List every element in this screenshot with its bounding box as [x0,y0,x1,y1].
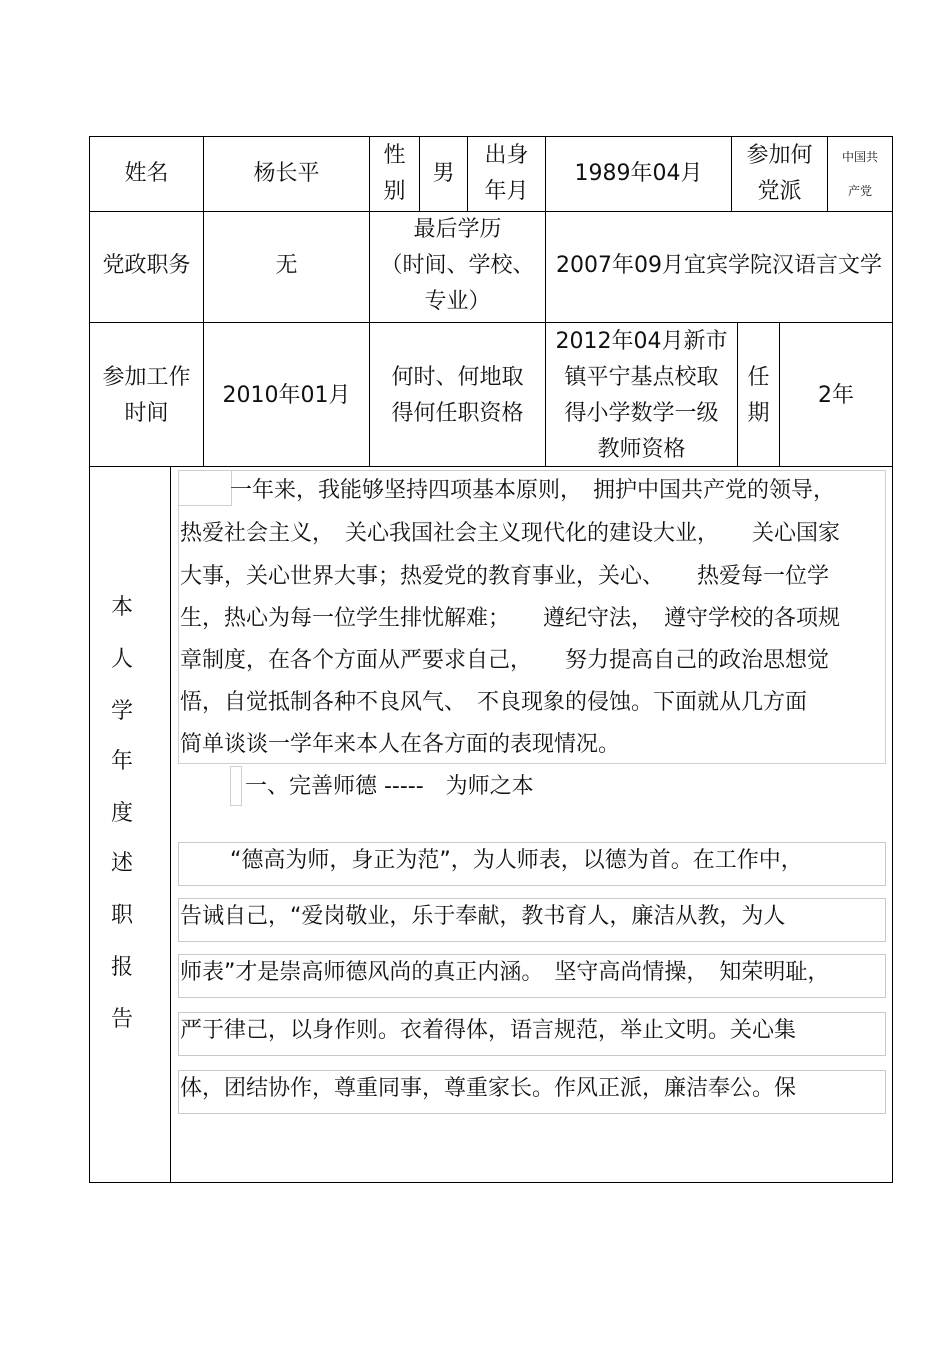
body-line: “德高为师，身正为范”，为人师表，以德为首。在工作中， [230,848,803,873]
gender-label: 性 别 [383,143,406,204]
intro-indent-mark [178,470,232,506]
name-value: 杨长平 [253,161,320,186]
section-heading: 一、完善师德 ----- 为师之本 [245,774,534,799]
qualification-value: 2012年04月新市 镇平宁基点校取 得小学数学一级 教师资格 [555,329,728,462]
intro-line: 热爱社会主义， 关心我国社会主义现代化的建设大业， 关心国家 [180,521,841,546]
work-start-value: 2010年01月 [222,383,351,408]
title-char: 学 [110,699,133,724]
heading-frame [230,766,242,806]
intro-line: 大事，关心世界大事；热爱党的教育事业，关心、 热爱每一位学 [180,564,830,589]
birth-label: 出身 年月 [484,143,529,204]
work-start-label: 参加工作 时间 [102,365,191,426]
intro-line: 章制度，在各个方面从严要求自己， 努力提高自己的政治思想觉 [180,648,830,673]
qualification-label: 何时、何地取 得何任职资格 [391,365,524,426]
table-border-right [892,136,893,1183]
table-border-top [89,136,893,137]
table-border-left [89,136,90,1183]
education-label: 最后学历 （时间、学校、 专业） [380,217,535,314]
title-char: 人 [110,647,133,672]
position-label: 党政职务 [102,253,191,278]
title-char: 告 [110,1007,133,1032]
body-line: 体，团结协作，尊重同事，尊重家长。作风正派，廉洁奉公。保 [180,1076,797,1101]
position-value: 无 [275,253,298,278]
title-char: 述 [110,851,133,876]
intro-line: 生，热心为每一位学生排忧解难； 遵纪守法， 遵守学校的各项规 [180,606,841,631]
education-value: 2007年09月宜宾学院汉语言文学 [556,253,882,278]
title-char: 年 [110,749,133,774]
term-label: 任 期 [747,365,770,426]
body-line: 告诫自己，“爱岗敬业，乐于奉献，教书育人，廉洁从教，为人 [180,904,786,929]
body-line: 师表”才是崇高师德风尚的真正内涵。 坚守高尚情操， 知荣明耻， [180,960,830,985]
body-line: 严于律己，以身作则。衣着得体，语言规范，举止文明。关心集 [180,1018,797,1043]
title-char: 职 [110,903,133,928]
intro-line: 悟，自觉抵制各种不良风气、 不良现象的侵蚀。下面就从几方面 [180,690,808,715]
term-value: 2年 [818,383,854,408]
title-char: 本 [110,595,133,620]
col-div [170,466,171,1182]
birth-value: 1989年04月 [574,161,703,186]
title-char: 度 [110,801,133,826]
party-label: 参加何 党派 [746,143,813,204]
title-char: 报 [110,955,133,980]
name-label: 姓名 [124,161,169,186]
party-value: 中国共 产党 [841,150,878,198]
gender-value: 男 [432,161,455,186]
intro-line: 一年来，我能够坚持四项基本原则， 拥护中国共产党的领导， [230,478,836,503]
table-border-bottom [89,1182,893,1183]
table-rule-2 [89,322,893,323]
intro-line: 简单谈谈一学年来本人在各方面的表现情况。 [180,732,621,757]
table-rule-3 [89,466,893,467]
